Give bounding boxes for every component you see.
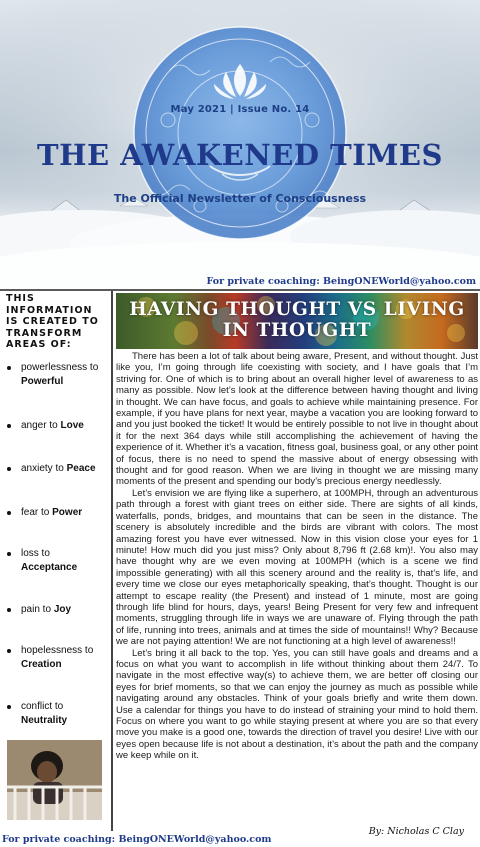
area-from: hopelessness to [21,645,94,656]
issue-line: May 2021 | Issue No. 14 [170,104,310,115]
list-item [7,462,111,476]
area-to: Neutrality [21,715,68,726]
bullet-icon [7,467,11,471]
coaching-contact-top: For private coaching: BeingONEWorld@yahoo.com [206,276,476,287]
bullet-icon [7,649,11,653]
list-item [7,419,111,433]
newsletter-tagline: The Official Newsletter of Consciousness [113,192,367,205]
transform-sidebar [0,291,113,831]
area-to: Powerful [21,376,64,387]
child-photo [7,740,102,820]
masthead-banner [0,0,480,290]
area-from: anxiety to [21,463,64,474]
area-from: powerlessness to [21,362,99,373]
author-byline: By: Nicholas C Clay [368,826,464,837]
area-to: Acceptance [21,562,78,573]
article-title: HAVING THOUGHT VS LIVING IN THOUGHT [129,299,465,341]
area-to: Peace [66,463,96,474]
area-from: conflict to [21,701,64,712]
list-item [7,547,111,575]
list-item [7,361,111,389]
bullet-icon [7,705,11,709]
area-from: loss to [21,548,50,559]
article-title-banner [116,293,478,349]
article-body [116,351,478,825]
list-item [7,603,111,617]
area-from: anger to [21,420,58,431]
bullet-icon [7,552,11,556]
bullet-icon [7,424,11,428]
newsletter-title: THE AWAKENED TIMES [37,138,443,172]
bullet-icon [7,608,11,612]
area-to: Power [52,507,83,518]
article-paragraph: Let’s envision we are flying like a superhero, at 100MPH, through an adventurous path through a forest with giant trees on either side. There are sights of all kinds, waterfalls, ponds, bridges, and mountains that can be seen in the distance. The scenery is absolutely incredible and the birds are vibrant with colors. The most amazing forest you have ever witnessed. Now in this vision close your eyes for 1 minute! How much did you just miss? Only about 8,796 ft (2.68 km)!. You also may have thought why are we even moving at 100MPH (which is a scene we find impossible generating) with all this scenery around and the reality is, that’s life, and every time we close our eyes metaphorically speaking, that’s thought. Thought is our attempt to escape reality (the Present) and instead of 1 minute, most are going through life blind for hours, days, years! Being Present for very few and infrequent moments, struggling through life in ways we are unaware of. Flying through the path of life, running into trees, animals and at times the side of mountains!! Why? Because we are not paying attention! We are not functioning at a high level of awareness!! [116,487,478,648]
article-paragraph: Let’s bring it all back to the top. Yes, you can still have goals and dreams and a focus on what you want to accomplish in life without thinking about them 24/7. To navigate in the most effective way(s) to achieve them, we are better off closing our eyes for brief moments, so that we can enjoy the journey as much as possible while navigating around any obstacles. Think of your goals briefly and write them down. Use a calendar for things you have to do instead of straining your mind to hold them. Focus on where you want to go while staying present at where you are so that every move you make is a good one, towards the direction of travel you desire! Live with our eyes open because life is not about a destination, it’s about the path and the company we keep while on it. [116,647,478,762]
area-from: fear to [21,507,50,518]
list-item [7,506,111,520]
bullet-icon [7,511,11,515]
article-paragraph: There has been a lot of talk about being aware, Present, and without thought. Just like you, I’m going through life coexisting with society, and I have goals that I’m striving for. One of which is to bring about an overall higher level of awareness to as many as possible. Now let’s look at the difference between having thought and living in thought. We can have focus, and goals to achieve while maintaining presence. For example, if you have plans for next year, maybe a vacation you are looking forward to and you just booked the ticket! It would be entirely possible to not live in thought about it for the next 364 days while still accomplishing the achievement of having the experience of it. Whether it’s a vacation, fitness goal, business goal, or any other point of focus, there is no need to spend the massive about of energy obsessing with thought and for good reason. When we are living in thought we are missing many moments of the present and spending our body’s precious energy needlessly. [116,351,478,488]
sidebar-heading: THIS INFORMATION IS CREATED TO TRANSFORM AREAS OF: [6,293,99,350]
coaching-contact-bottom: For private coaching: BeingONEWorld@yahoo.com [2,834,272,845]
bullet-icon [7,366,11,370]
child-photo-illustration [7,740,102,820]
area-to: Creation [21,659,62,670]
list-item [7,644,111,672]
list-item [7,700,111,728]
area-to: Love [60,420,84,431]
area-to: Joy [53,604,72,615]
area-from: pain to [21,604,52,615]
